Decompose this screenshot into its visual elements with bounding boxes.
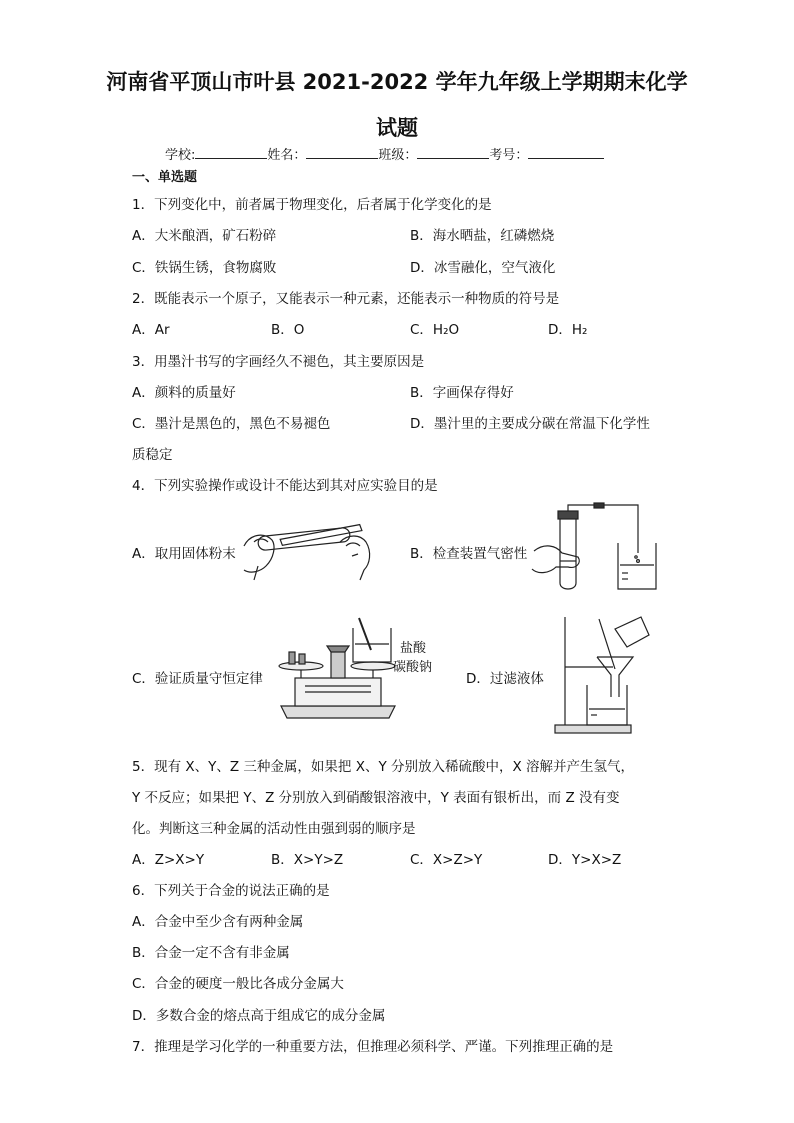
name-label: 姓名： xyxy=(267,148,307,163)
q6-option-a: A．合金中至少含有两种金属 xyxy=(132,914,304,930)
q2-option-b: B．O xyxy=(271,322,305,338)
student-info-row xyxy=(165,144,604,163)
q1-option-b: B．海水晒盐，红磷燃烧 xyxy=(410,228,555,244)
q6-stem: 6．下列关于合金的说法正确的是 xyxy=(132,883,330,899)
q2-stem: 2．既能表示一个原子，又能表示一种元素，还能表示一种物质的符号是 xyxy=(132,291,560,307)
q3-stem: 3．用墨汁书写的字画经久不褪色，其主要原因是 xyxy=(132,354,425,370)
q6-option-c: C．合金的硬度一般比各成分金属大 xyxy=(132,976,344,992)
q4-option-d: D．过滤液体 xyxy=(466,671,544,687)
q4-figure-b-airtight xyxy=(530,503,660,598)
q5-option-a: A．Z>X>Y xyxy=(132,852,205,868)
page-title-continued: 试题 xyxy=(376,116,418,140)
q7-stem: 7．推理是学习化学的一种重要方法，但推理必须科学、严谨。下列推理正确的是 xyxy=(132,1039,614,1055)
q4-option-c: C．验证质量守恒定律 xyxy=(132,671,263,687)
q3-option-c: C．墨汁是黑色的，黑色不易褪色 xyxy=(132,416,331,432)
school-label: 学校: xyxy=(165,148,196,163)
q4-option-b: B．检查装置气密性 xyxy=(410,546,528,562)
q5-stem-line2: Y 不反应；如果把 Y、Z 分别放入到硝酸银溶液中，Y 表面有银析出，而 Z 没有变 xyxy=(132,790,620,806)
q5-stem-line1: 5．现有 X、Y、Z 三种金属，如果把 X、Y 分别放入稀硫酸中，X 溶解并产生氢气， xyxy=(132,759,635,775)
q1-option-c: C．铁锅生锈，食物腐败 xyxy=(132,260,277,276)
q3-option-a: A．颜料的质量好 xyxy=(132,385,236,401)
q5-option-b: B．X>Y>Z xyxy=(271,852,344,868)
name-blank[interactable] xyxy=(306,146,378,159)
section-heading: 一、单选题 xyxy=(132,170,198,185)
q6-option-b: B．合金一定不含有非金属 xyxy=(132,945,290,961)
q3-option-b: B．字画保存得好 xyxy=(410,385,514,401)
q5-option-d: D．Y>X>Z xyxy=(548,852,622,868)
class-label: 班级： xyxy=(378,148,418,163)
q4-figure-d-filtration xyxy=(553,613,653,738)
q4-stem: 4．下列实验操作或设计不能达到其对应实验目的是 xyxy=(132,478,438,494)
page-title: 河南省平顶山市叶县 2021-2022 学年九年级上学期期末化学 xyxy=(106,70,688,94)
number-blank[interactable] xyxy=(528,146,604,159)
q1-option-d: D．冰雪融化，空气液化 xyxy=(410,260,556,276)
q4-figure-a-powder xyxy=(240,512,380,582)
q2-option-c: C．H₂O xyxy=(410,322,460,338)
q3-option-d: D．墨汁里的主要成分碳在常温下化学性 xyxy=(410,416,650,432)
q5-stem-line3: 化。判断这三种金属的活动性由强到弱的顺序是 xyxy=(132,821,416,837)
q4-figure-c-balance xyxy=(275,622,405,722)
q2-option-a: A．Ar xyxy=(132,322,170,338)
class-blank[interactable] xyxy=(417,146,489,159)
school-blank[interactable] xyxy=(195,146,267,159)
q1-stem: 1．下列变化中，前者属于物理变化，后者属于化学变化的是 xyxy=(132,197,492,213)
q6-option-d: D．多数合金的熔点高于组成它的成分金属 xyxy=(132,1008,386,1024)
q1-option-a: A．大米酿酒，矿石粉碎 xyxy=(132,228,277,244)
q2-option-d: D．H₂ xyxy=(548,322,588,338)
q3-option-d-continued: 质稳定 xyxy=(132,447,173,463)
q4-option-a: A．取用固体粉末 xyxy=(132,546,236,562)
q5-option-c: C．X>Z>Y xyxy=(410,852,483,868)
q4-c-label-hydrochloric-acid: 盐酸 xyxy=(400,641,427,656)
q4-c-label-sodium-carbonate: 碳酸钠 xyxy=(393,660,433,675)
number-label: 考号： xyxy=(489,148,529,163)
